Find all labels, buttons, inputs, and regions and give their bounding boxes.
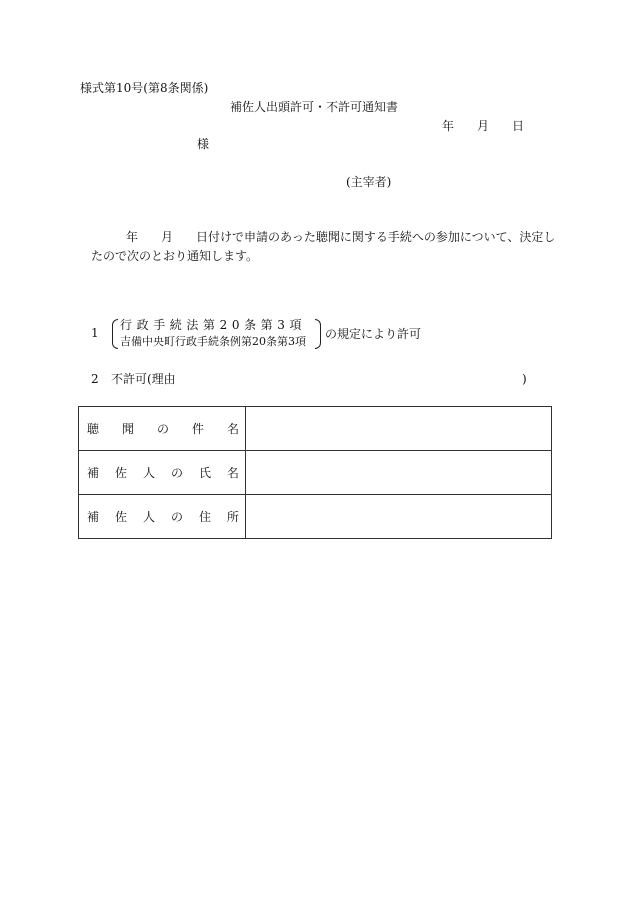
row-value-cell[interactable] [246,451,552,495]
form-number: 様式第10号(第8条関係) [80,81,209,95]
info-table [78,406,552,539]
item-1-suffix: の規定により許可 [325,327,422,341]
item-2-label: 不許可(理由 [111,372,176,386]
row-label [79,407,245,450]
table-row [79,495,552,539]
table-row [79,407,552,451]
item-2-close: ) [522,372,527,386]
date-month: 月 [477,119,490,133]
label-char: 佐 [114,510,127,524]
label-char: 聴 [87,422,100,436]
label-char: 補 [87,510,100,524]
body-line2-text: たので次のとおり通知します。 [91,249,259,263]
row-label [79,451,245,494]
row-label-cell [79,407,246,451]
addressee-suffix: 様 [197,137,210,151]
label-char: 聞 [121,422,134,436]
brace-right [315,319,321,349]
label-char: 住 [198,510,211,524]
document-title: 補佐人出頭許可・不許可通知書 [230,100,399,114]
label-char: 氏 [198,466,211,480]
label-char: の [156,422,169,436]
row-label-cell [79,451,246,495]
body-month: 月 [161,230,174,244]
label-char: 人 [142,510,155,524]
row-value-cell[interactable] [246,495,552,539]
label-char: 名 [226,466,239,480]
item-1-number: 1 [91,326,99,340]
label-char: 人 [142,466,155,480]
label-char: 佐 [114,466,127,480]
label-char: 名 [226,422,239,436]
item-2-number: 2 [91,372,99,386]
row-value-cell[interactable] [246,407,552,451]
body-line1-text: 日付けで申請のあった聴聞に関する手続への参加について、決定し [196,230,556,244]
issuer-label: (主宰者) [346,175,392,189]
label-char: 補 [87,466,100,480]
label-char: の [170,466,183,480]
item-1-option-2: 吉備中央町行政手続条例第20条第3項 [120,335,306,348]
table-row [79,451,552,495]
date-year: 年 [442,119,455,133]
label-char: 件 [191,422,204,436]
item-1-option-1: 行政手続法第20条第3項 [120,318,307,332]
label-char: の [170,510,183,524]
body-year: 年 [126,230,139,244]
row-label [79,495,245,538]
label-char: 所 [226,510,239,524]
date-day: 日 [512,119,525,133]
row-label-cell [79,495,246,539]
brace-left [112,319,118,349]
